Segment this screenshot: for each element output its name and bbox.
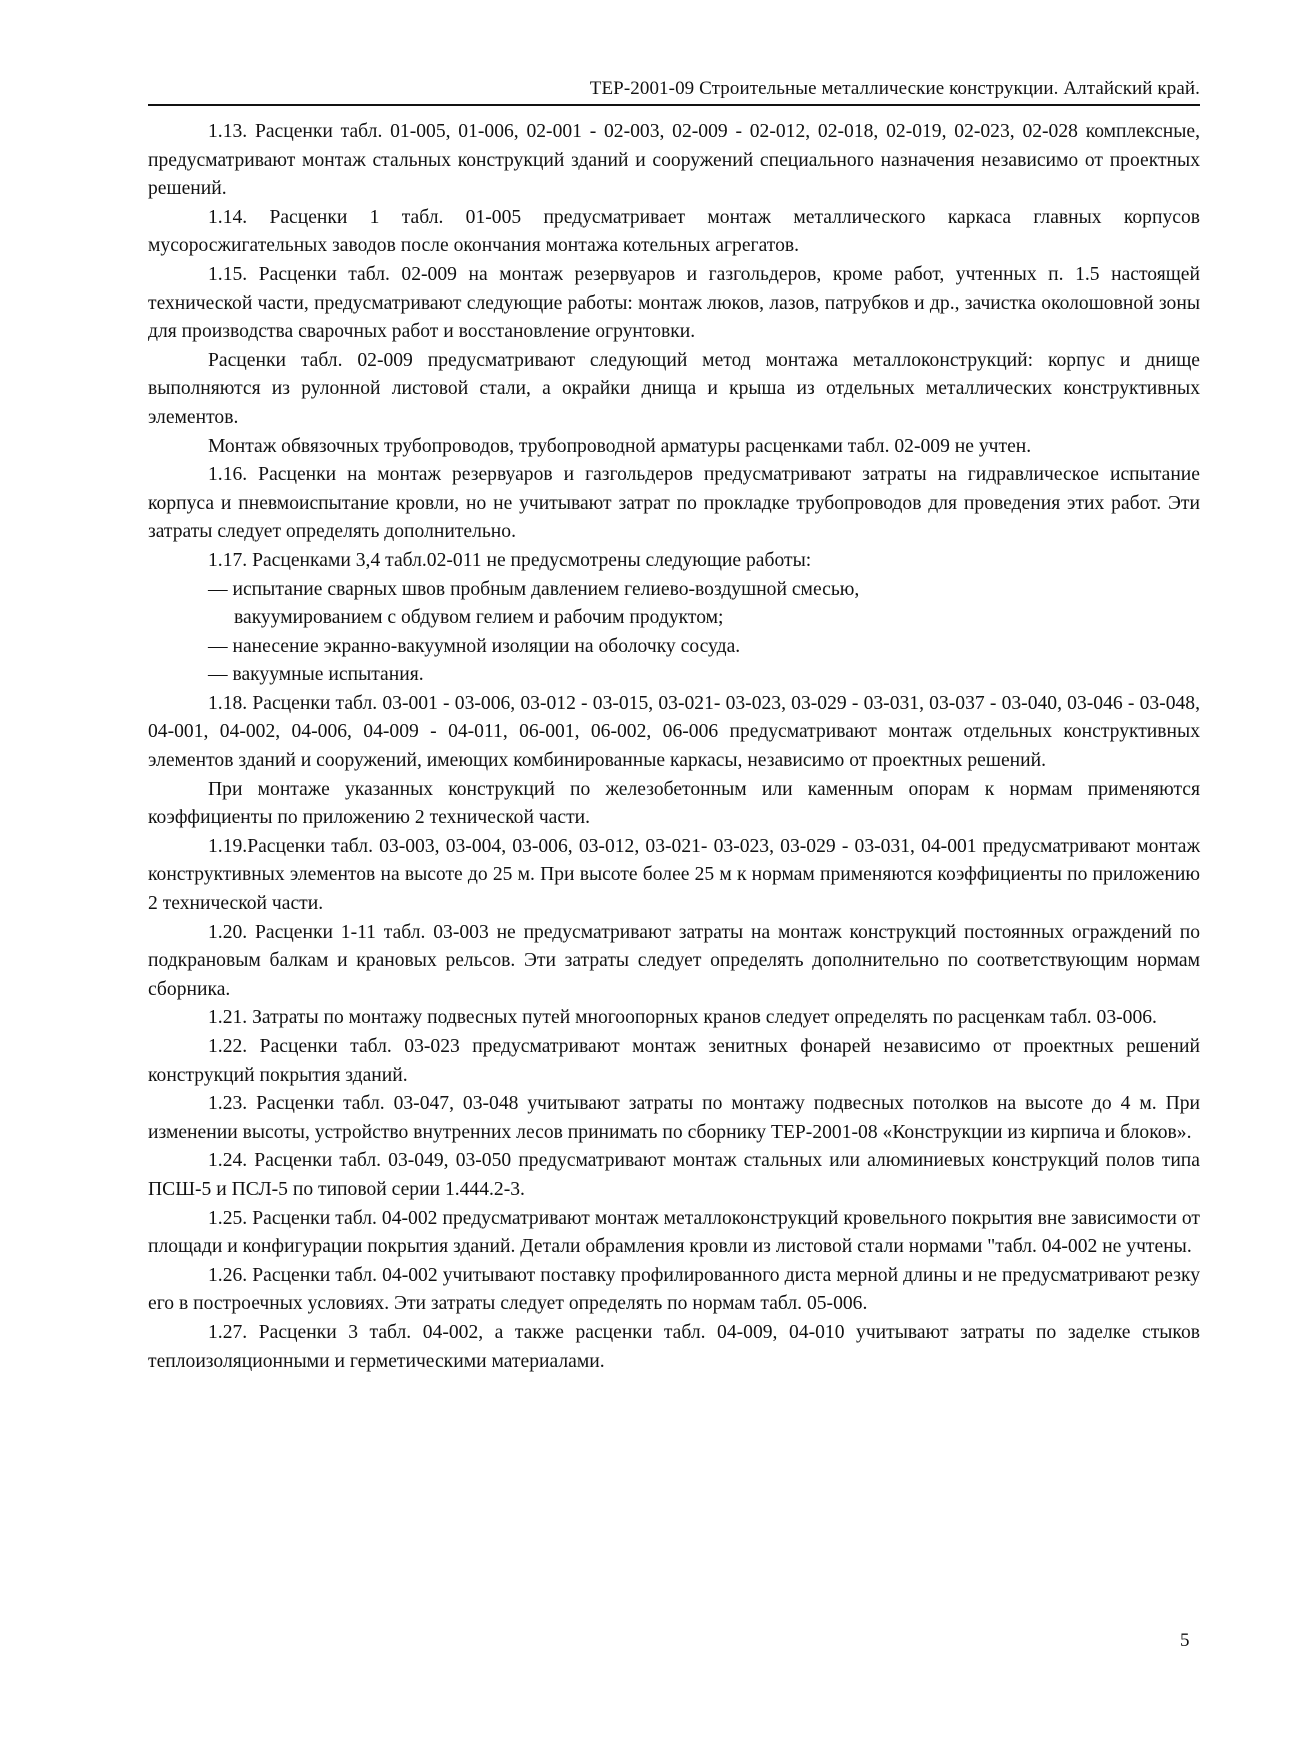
paragraph-1-17: 1.17. Расценками 3,4 табл.02-011 не предусмотрены следующие работы: bbox=[208, 549, 812, 571]
paragraph-1-18-supports: При монтаже указанных конструкций по железобетонным или каменным опорам к нормам применяются коэффициенты по приложению 2 технической части. bbox=[148, 778, 1200, 829]
paragraph-1-24: 1.24. Расценки табл. 03-049, 03-050 предусматривают монтаж стальных или алюминиевых конструкций полов типа ПСШ-5 и ПСЛ-5 по типовой серии 1.444.2-3. bbox=[148, 1150, 1200, 1200]
paragraph-1-27: 1.27. Расценки 3 табл. 04-002, а также расценки табл. 04-009, 04-010 учитывают затраты по заделке стыков теплоизоляционными и герметическими материалами. bbox=[148, 1321, 1200, 1372]
dash-item-1-line-1: — испытание сварных швов пробным давлением гелиево-воздушной смесью, bbox=[208, 578, 860, 600]
paragraph-1-15: 1.15. Расценки табл. 02-009 на монтаж резервуаров и газгольдеров, кроме работ, учтенных п. 1.5 настоящей технической части, предусматривают следующие работы: монтаж люков, лазов, патрубков и др., зачистка околошовной зоны для производства сварочных работ и восстановление огрунтовки. bbox=[148, 263, 1200, 343]
paragraph-1-16: 1.16. Расценки на монтаж резервуаров и газгольдеров предусматривают затраты на гидравлическое испытание корпуса и пневмоиспытание кровли, но не учитывают затрат по прокладке трубопроводов для проведения этих работ. Эти затраты следует определять дополнительно. bbox=[148, 464, 1200, 543]
paragraph-1-13: 1.13. Расценки табл. 01-005, 01-006, 02-001 - 02-003, 02-009 - 02-012, 02-018, 02-019, 02-023, 02-028 комплексные, предусматривают монтаж стальных конструкций зданий и сооружений специального назначения независимо от проектных решений. bbox=[148, 121, 1200, 200]
paragraph-1-14: 1.14. Расценки 1 табл. 01-005 предусматривает монтаж металлического каркаса главных корпусов мусоросжигательных заводов после окончания монтажа котельных агрегатов. bbox=[148, 206, 1200, 257]
page-number: 5 bbox=[1180, 1630, 1190, 1651]
paragraph-1-21: 1.21. Затраты по монтажу подвесных путей многоопорных кранов следует определять по расценкам табл. 03-006. bbox=[208, 1007, 1157, 1029]
header-rule bbox=[148, 104, 1200, 106]
paragraph-1-19: 1.19.Расценки табл. 03-003, 03-004, 03-006, 03-012, 03-021- 03-023, 03-029 - 03-031, 04-001 предусматривают монтаж конструктивных элементов на высоте до 25 м. При высоте более 25 м к нормам применяются коэффициенты по приложению 2 технической части. bbox=[148, 835, 1200, 915]
paragraph-1-15-piping: Монтаж обвязочных трубопроводов, трубопроводной арматуры расценками табл. 02-009 не учтен. bbox=[208, 435, 1032, 457]
paragraph-1-25: 1.25. Расценки табл. 04-002 предусматривают монтаж металлоконструкций кровельного покрытия вне зависимости от площади и конфигурации покрытия зданий. Детали обрамления кровли из листовой стали нормами "табл. 04-002 не учтены. bbox=[148, 1207, 1200, 1258]
paragraph-1-18: 1.18. Расценки табл. 03-001 - 03-006, 03-012 - 03-015, 03-021- 03-023, 03-029 - 03-031, 03-037 - 03-040, 03-046 - 03-048, 04-001, 04-002, 04-006, 04-009 - 04-011, 06-001, 06-002, 06-006 предусматривают монтаж отдельных конструктивных элементов зданий и сооружений, имеющих комбинированные каркасы, независимо от проектных решений. bbox=[148, 692, 1200, 772]
dash-item-2: — нанесение экранно-вакуумной изоляции на оболочку сосуда. bbox=[208, 635, 741, 657]
paragraph-1-20: 1.20. Расценки 1-11 табл. 03-003 не предусматривают затраты на монтаж конструкций постоянных ограждений по подкрановым балкам и крановых рельсов. Эти затраты следует определять дополнительно по соответствующим нормам сборника. bbox=[148, 921, 1200, 1000]
paragraph-1-26: 1.26. Расценки табл. 04-002 учитывают поставку профилированного диста мерной длины и не предусматривают резку его в построечных условиях. Эти затраты следует определять по нормам табл. 05-006. bbox=[148, 1264, 1200, 1315]
paragraph-1-15-method: Расценки табл. 02-009 предусматривают следующий метод монтажа металлоконструкций: корпус и днище выполняются из рулонной листовой стали, а окрайки днища и крыша из отдельных металлических конструктивных элементов. bbox=[148, 349, 1200, 428]
dash-item-3: — вакуумные испытания. bbox=[208, 664, 424, 686]
dash-item-1-line-2: вакуумированием с обдувом гелием и рабочим продуктом; bbox=[234, 607, 724, 629]
paragraph-1-23: 1.23. Расценки табл. 03-047, 03-048 учитывают затраты по монтажу подвесных потолков на высоте до 4 м. При изменении высоты, устройство внутренних лесов принимать по сборнику ТЕР-2001-08 «Конструкции из кирпича и блоков». bbox=[148, 1093, 1200, 1143]
running-header: ТЕР-2001-09 Строительные металлические конструкции. Алтайский край. bbox=[589, 78, 1200, 99]
document-body bbox=[148, 118, 1200, 1376]
paragraph-1-22: 1.22. Расценки табл. 03-023 предусматривают монтаж зенитных фонарей независимо от проектных решений конструкций покрытия зданий. bbox=[148, 1036, 1200, 1086]
